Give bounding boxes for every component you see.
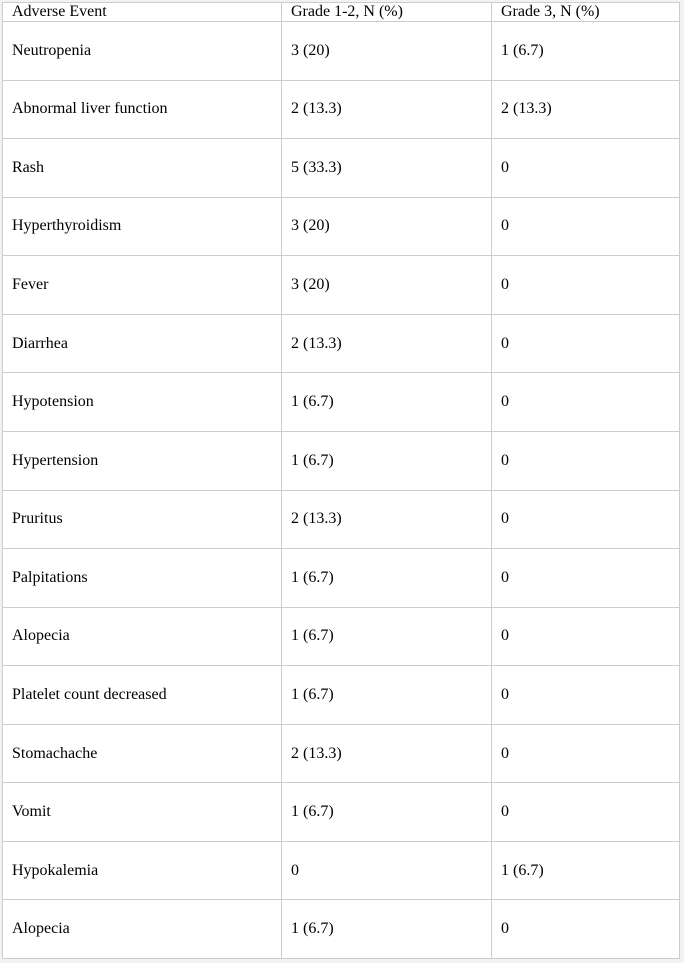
table-row <box>3 549 680 608</box>
cell-adverse-event: Rash <box>3 139 282 198</box>
cell-grade-3: 0 <box>492 549 680 608</box>
cell-grade-3: 1 (6.7) <box>492 22 680 81</box>
cell-grade-1-2: 3 (20) <box>282 256 492 315</box>
table-row <box>3 139 680 198</box>
cell-adverse-event: Neutropenia <box>3 22 282 81</box>
cell-grade-1-2: 3 (20) <box>282 22 492 81</box>
cell-grade-3: 0 <box>492 724 680 783</box>
cell-grade-1-2: 1 (6.7) <box>282 783 492 842</box>
cell-grade-1-2: 1 (6.7) <box>282 607 492 666</box>
cell-grade-1-2: 2 (13.3) <box>282 724 492 783</box>
cell-grade-1-2: 2 (13.3) <box>282 80 492 139</box>
cell-grade-3: 0 <box>492 373 680 432</box>
cell-adverse-event: Alopecia <box>3 607 282 666</box>
cell-grade-3: 0 <box>492 314 680 373</box>
cell-grade-3: 0 <box>492 197 680 256</box>
cell-grade-3: 0 <box>492 256 680 315</box>
cell-adverse-event: Stomachache <box>3 724 282 783</box>
table-row <box>3 431 680 490</box>
table-row <box>3 666 680 725</box>
cell-grade-3: 0 <box>492 607 680 666</box>
table-row <box>3 783 680 842</box>
cell-adverse-event: Fever <box>3 256 282 315</box>
cell-adverse-event: Abnormal liver function <box>3 80 282 139</box>
cell-adverse-event: Vomit <box>3 783 282 842</box>
cell-grade-1-2: 5 (33.3) <box>282 139 492 198</box>
cell-grade-1-2: 1 (6.7) <box>282 549 492 608</box>
table-row <box>3 724 680 783</box>
table-row <box>3 607 680 666</box>
cell-adverse-event: Diarrhea <box>3 314 282 373</box>
cell-grade-1-2: 1 (6.7) <box>282 431 492 490</box>
cell-grade-1-2: 2 (13.3) <box>282 314 492 373</box>
cell-adverse-event: Hypokalemia <box>3 841 282 900</box>
column-header-grade-1-2: Grade 1-2, N (%) <box>282 3 492 22</box>
column-header-adverse-event: Adverse Event <box>3 3 282 22</box>
cell-adverse-event: Palpitations <box>3 549 282 608</box>
cell-grade-3: 0 <box>492 900 680 959</box>
cell-grade-3: 0 <box>492 490 680 549</box>
table-row <box>3 314 680 373</box>
cell-grade-3: 0 <box>492 783 680 842</box>
adverse-events-table <box>2 2 680 959</box>
table-row <box>3 900 680 959</box>
cell-adverse-event: Hyperthyroidism <box>3 197 282 256</box>
cell-grade-3: 0 <box>492 431 680 490</box>
table-row <box>3 80 680 139</box>
cell-adverse-event: Hypertension <box>3 431 282 490</box>
cell-grade-1-2: 2 (13.3) <box>282 490 492 549</box>
header-row <box>3 3 680 22</box>
cell-grade-1-2: 1 (6.7) <box>282 666 492 725</box>
table-row <box>3 841 680 900</box>
cell-adverse-event: Alopecia <box>3 900 282 959</box>
table-row <box>3 256 680 315</box>
table-row <box>3 22 680 81</box>
table-body <box>3 22 680 959</box>
cell-grade-1-2: 0 <box>282 841 492 900</box>
cell-adverse-event: Hypotension <box>3 373 282 432</box>
cell-grade-3: 0 <box>492 139 680 198</box>
table-row <box>3 373 680 432</box>
cell-grade-1-2: 1 (6.7) <box>282 900 492 959</box>
cell-grade-3: 0 <box>492 666 680 725</box>
cell-grade-3: 1 (6.7) <box>492 841 680 900</box>
cell-adverse-event: Pruritus <box>3 490 282 549</box>
cell-grade-1-2: 3 (20) <box>282 197 492 256</box>
cell-grade-3: 2 (13.3) <box>492 80 680 139</box>
column-header-grade-3: Grade 3, N (%) <box>492 3 680 22</box>
table-row <box>3 197 680 256</box>
cell-adverse-event: Platelet count decreased <box>3 666 282 725</box>
table-row <box>3 490 680 549</box>
cell-grade-1-2: 1 (6.7) <box>282 373 492 432</box>
